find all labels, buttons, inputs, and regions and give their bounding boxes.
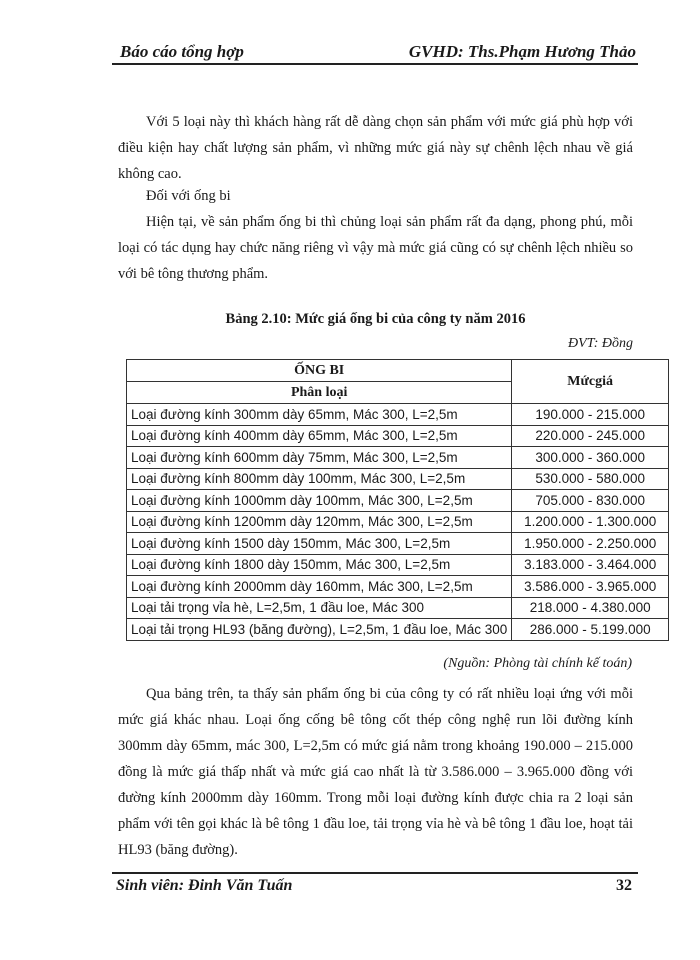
price-table [126, 359, 669, 641]
row-category: Loại đường kính 1500 dày 150mm, Mác 300, L=2,5m [127, 533, 512, 555]
row-price: 705.000 - 830.000 [512, 490, 669, 512]
row-price: 220.000 - 245.000 [512, 425, 669, 447]
table-row [127, 404, 669, 426]
paragraph-intro: Với 5 loại này thì khách hàng rất dễ dàng chọn sản phẩm với mức giá phù hợp với điều kiện hay chất lượng sản phẩm, vì những mức giá này sự chênh lệch nhau về giá không cao. [118, 114, 633, 182]
paragraph-subheading: Đối với ống bi [146, 188, 231, 204]
row-category: Loại đường kính 1800 dày 150mm, Mác 300, L=2,5m [127, 554, 512, 576]
table-row [127, 619, 669, 641]
footer-divider [112, 872, 638, 874]
paragraph-description: Hiện tại, về sản phẩm ống bi thì chủng loại sản phẩm rất đa dạng, phong phú, mỗi loại có tác dụng hay chức năng riêng vì vậy mà mức giá cũng có sự chênh lệch nhiều so với bê tông thương phẩm. [118, 214, 633, 282]
row-category: Loại tải trọng vỉa hè, L=2,5m, 1 đầu loe, Mác 300 [127, 597, 512, 619]
row-category: Loại đường kính 1200mm dày 120mm, Mác 300, L=2,5m [127, 511, 512, 533]
page-header [112, 40, 638, 62]
table-row [127, 447, 669, 469]
row-price: 190.000 - 215.000 [512, 404, 669, 426]
row-category: Loại đường kính 2000mm dày 160mm, Mác 300, L=2,5m [127, 576, 512, 598]
table-source: (Nguồn: Phòng tài chính kế toán) [443, 656, 632, 671]
row-price: 300.000 - 360.000 [512, 447, 669, 469]
row-category: Loại đường kính 600mm dày 75mm, Mác 300, L=2,5m [127, 447, 512, 469]
footer-student: Sinh viên: Đinh Văn Tuấn [116, 877, 293, 894]
table-row [127, 554, 669, 576]
header-divider [112, 63, 638, 65]
table-body [127, 404, 669, 641]
table-row [127, 533, 669, 555]
row-category: Loại đường kính 800mm dày 100mm, Mác 300, L=2,5m [127, 468, 512, 490]
row-price: 218.000 - 4.380.000 [512, 597, 669, 619]
row-price: 3.586.000 - 3.965.000 [512, 576, 669, 598]
row-category: Loại đường kính 1000mm dày 100mm, Mác 300, L=2,5m [127, 490, 512, 512]
table-header-group: ỐNG BI [127, 360, 512, 382]
table-row [127, 490, 669, 512]
table-unit: ĐVT: Đồng [568, 336, 633, 351]
table-header-category: Phân loại [127, 382, 512, 404]
row-price: 3.183.000 - 3.464.000 [512, 554, 669, 576]
table-row [127, 576, 669, 598]
table-title: Bảng 2.10: Mức giá ống bi của công ty năm 2016 [225, 311, 526, 327]
table-row [127, 468, 669, 490]
row-category: Loại tải trọng HL93 (băng đường), L=2,5m, 1 đầu loe, Mác 300 [127, 619, 512, 641]
row-price: 530.000 - 580.000 [512, 468, 669, 490]
header-supervisor: GVHD: Ths.Phạm Hương Thảo [408, 42, 636, 61]
page-number: 32 [616, 877, 632, 894]
table-row [127, 511, 669, 533]
table-row [127, 597, 669, 619]
row-price: 1.950.000 - 2.250.000 [512, 533, 669, 555]
table-header-price: Mứcgiá [512, 360, 669, 404]
header-report-title: Báo cáo tổng hợp [120, 42, 244, 61]
row-category: Loại đường kính 400mm dày 65mm, Mác 300, L=2,5m [127, 425, 512, 447]
paragraph-analysis: Qua bảng trên, ta thấy sản phẩm ống bi của công ty có rất nhiều loại ứng với mỗi mức giá khác nhau. Loại ống cống bê tông cốt thép công nghệ run lõi đường kính 300mm dày 65mm, mác 300, L=2,5m có mức giá nằm trong khoảng 190.000 – 215.000 đồng là mức giá thấp nhất và mức giá cao nhất là từ 3.586.000 – 3.965.000 đồng với đường kính 2000mm dày 160mm. Trong mỗi loại đường kính được chia ra 2 loại sản phẩm với tên gọi khác là bê tông 1 đầu loe, tải trọng vỉa hè và bê tông 1 đầu loe, hoạt tải HL93 (băng đường). [118, 686, 633, 858]
table-row [127, 425, 669, 447]
row-price: 286.000 - 5.199.000 [512, 619, 669, 641]
row-category: Loại đường kính 300mm dày 65mm, Mác 300, L=2,5m [127, 404, 512, 426]
row-price: 1.200.000 - 1.300.000 [512, 511, 669, 533]
